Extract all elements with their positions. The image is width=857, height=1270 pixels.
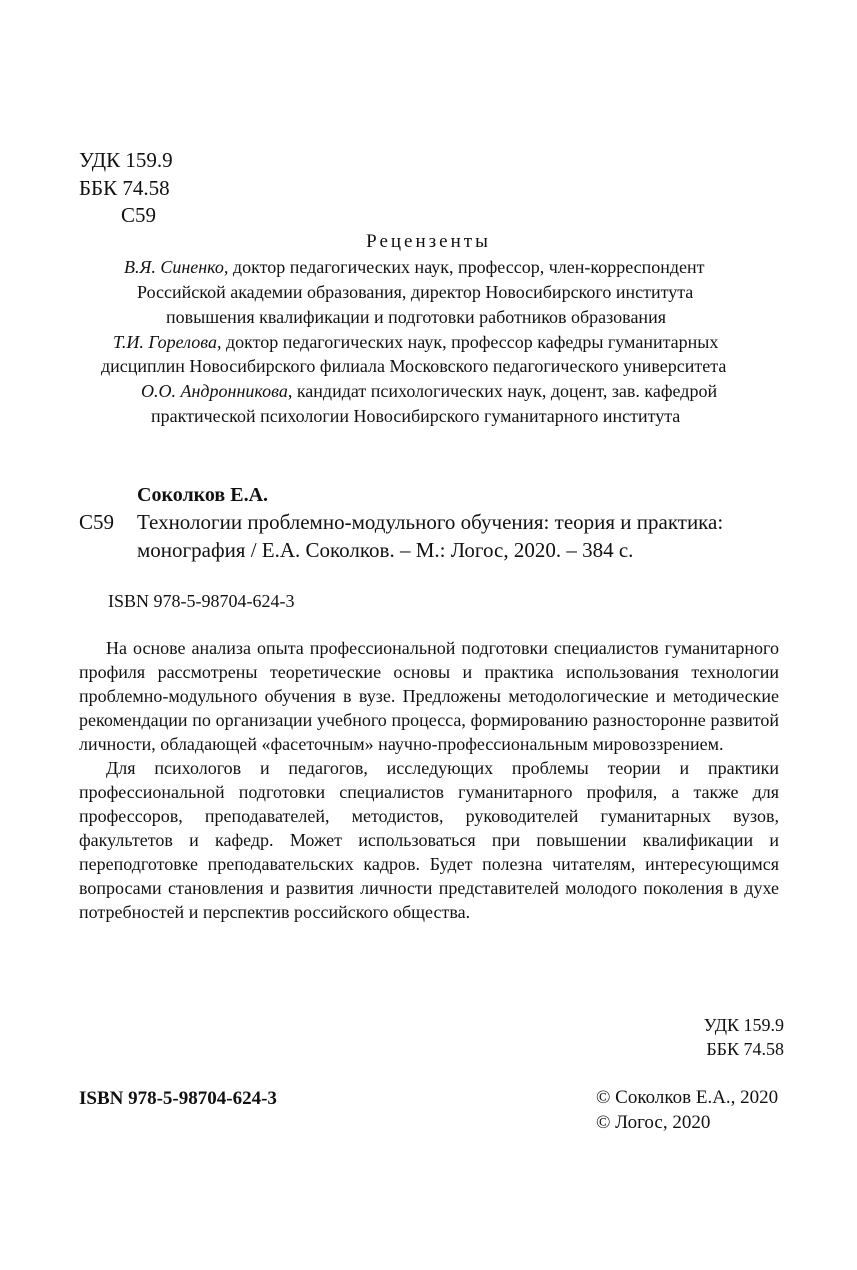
reviewer-name: Т.И. Горелова, — [113, 332, 222, 352]
reviewer-name: О.О. Андронникова — [141, 381, 288, 401]
footer-isbn: ISBN 978-5-98704-624-3 — [79, 1088, 277, 1109]
reviewer-name: В.Я. Синенко, — [124, 257, 229, 277]
reviewer-line — [166, 305, 666, 329]
reviewer-line — [101, 354, 726, 378]
book-author: Соколков Е.А. — [137, 484, 269, 506]
reviewer-info: дисциплин Новосибирского филиала Московского педагогического университета — [101, 356, 727, 376]
reviewer-info: доктор педагогических наук, профессор кафедры гуманитарных — [221, 332, 719, 352]
classification-bottom — [692, 1013, 784, 1061]
reviewer-info: , кандидат психологических наук, доцент, зав. кафедрой — [287, 381, 718, 401]
reviewer-line — [141, 379, 717, 403]
reviewers-heading: Рецензенты — [366, 231, 491, 252]
author-mark: С59 — [121, 203, 157, 227]
reviewer-info: практической психологии Новосибирского гуманитарного института — [151, 406, 681, 426]
copyright-author: © Соколков Е.А., 2020 — [596, 1087, 779, 1108]
book-title-line-1: Технологии проблемно-модульного обучения: теория и практика: — [137, 510, 724, 534]
book-title-line-2: монография / Е.А. Соколков. – М.: Логос, 2020. – 384 с. — [137, 538, 634, 562]
footer-bbk: ББК 74.58 — [706, 1039, 784, 1059]
abstract-paragraph: На основе анализа опыта профессиональной подготовки специалистов гуманитарного профиля рассмотрены теоретические основы и практика использования технологии проблемно-модульного обучения в вузе. Предложены методологические и методические рекомендации по организации учебного процесса, формированию разносторонне развитой личности, обладающей «фасеточным» научно-профессиональным мировоззрением. — [79, 638, 779, 754]
reviewer-line — [124, 255, 705, 279]
reviewer-info: доктор педагогических наук, профессор, член-корреспондент — [228, 257, 705, 277]
bbk-code: ББК 74.58 — [79, 176, 170, 200]
abstract — [79, 636, 779, 924]
reviewer-line — [151, 404, 680, 428]
book-mark: С59 — [79, 510, 115, 534]
reviewer-line — [137, 280, 693, 304]
footer-udk: УДК 159.9 — [703, 1015, 784, 1035]
copyright-publisher: © Логос, 2020 — [596, 1112, 711, 1133]
reviewer-info: Российской академии образования, директор Новосибирского института — [137, 282, 694, 302]
reviewer-line — [113, 330, 718, 354]
copyright-block — [596, 1085, 778, 1135]
abstract-paragraph: Для психологов и педагогов, исследующих проблемы теории и практики профессиональной подготовки специалистов гуманитарного профиля, а также для профессоров, преподавателей, методистов, руководителей гуманитарных вузов, факультетов и кафедр. Может использоваться при повышении квалификации и переподготовке преподавательских кадров. Будет полезна читателям, интересующимся вопросами становления и развития личности представителей молодого поколения в духе потребностей и перспектив российского общества. — [79, 758, 779, 922]
reviewer-info: повышения квалификации и подготовки работников образования — [166, 307, 666, 327]
isbn-line: ISBN 978-5-98704-624-3 — [108, 591, 295, 611]
udk-code: УДК 159.9 — [79, 148, 173, 172]
